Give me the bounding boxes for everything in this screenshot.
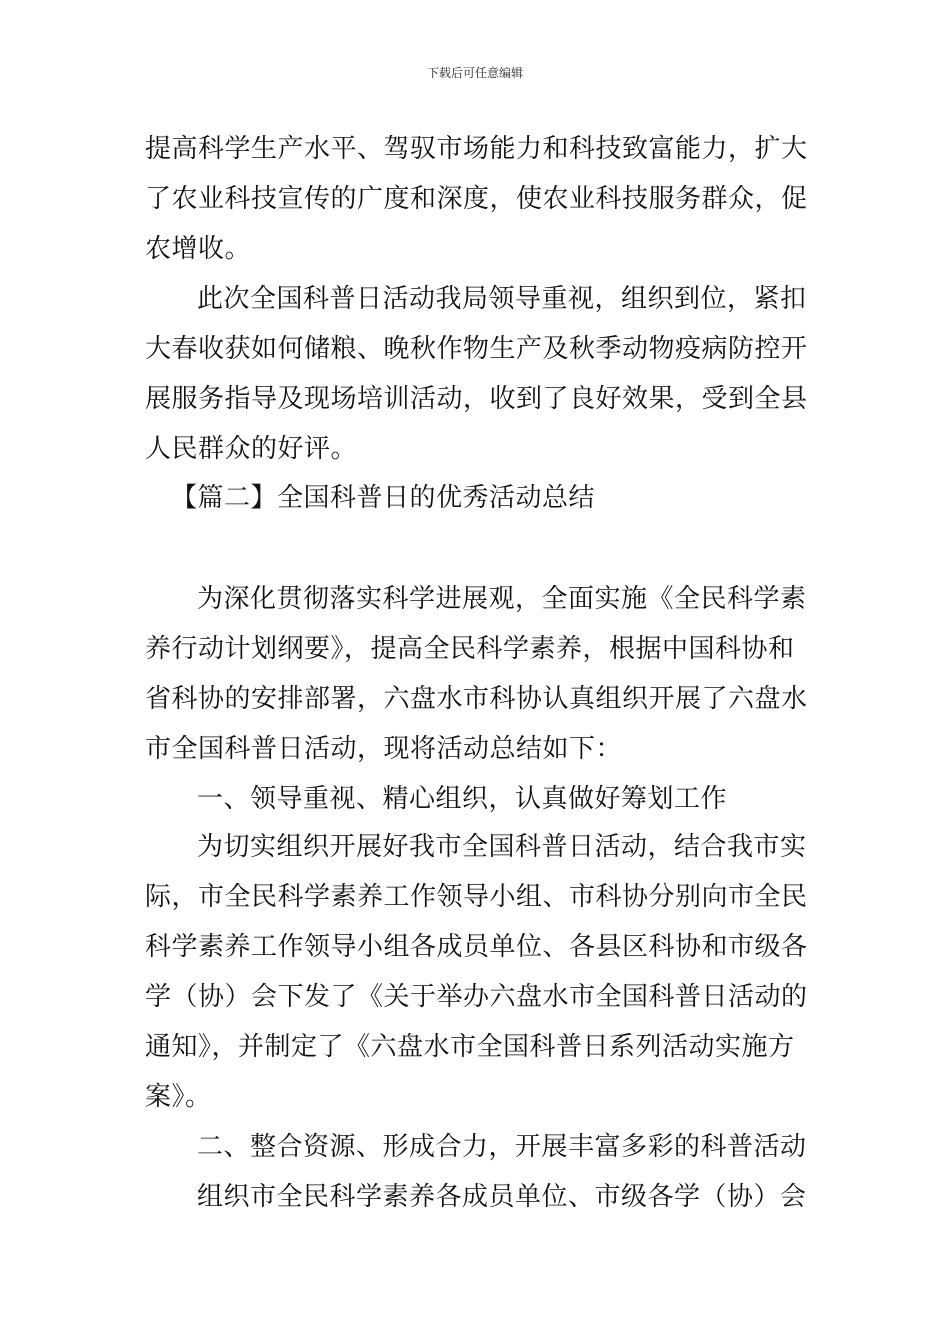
paragraph-line: 市全国科普日活动，现将活动总结如下： bbox=[145, 734, 623, 764]
subheading-line: 一、领导重视、精心组织，认真做好筹划工作 bbox=[197, 784, 728, 814]
paragraph-line: 为切实组织开展好我市全国科普日活动，结合我市实 bbox=[197, 832, 807, 862]
paragraph-line: 大春收获如何储粮、晚秋作物生产及秋季动物疫病防控开 bbox=[145, 334, 808, 364]
paragraph-line: 科学素养工作领导小组各成员单位、各县区科协和市级各 bbox=[145, 932, 808, 962]
paragraph-line: 通知》，并制定了《六盘水市全国科普日系列活动实施方 bbox=[145, 1032, 795, 1062]
section-heading: 【篇二】全国科普日的优秀活动总结 bbox=[171, 483, 596, 513]
paragraph-line: 展服务指导及现场培训活动，收到了良好效果，受到全县 bbox=[145, 384, 808, 414]
page-header: 下载后可任意编辑 bbox=[426, 66, 523, 80]
paragraph-line: 人民群众的好评。 bbox=[145, 434, 358, 464]
paragraph-line: 为深化贯彻落实科学进展观，全面实施《全民科学素 bbox=[197, 584, 807, 614]
paragraph-line: 农增收。 bbox=[145, 234, 252, 264]
paragraph-line: 案》。 bbox=[145, 1082, 212, 1112]
subheading-line: 二、整合资源、形成合力，开展丰富多彩的科普活动 bbox=[197, 1132, 807, 1162]
paragraph-line: 养行动计划纲要》，提高全民科学素养，根据中国科协和 bbox=[145, 634, 795, 664]
paragraph-line: 提高科学生产水平、驾驭市场能力和科技致富能力，扩大 bbox=[145, 134, 808, 164]
paragraph-line: 了农业科技宣传的广度和深度，使农业科技服务群众，促 bbox=[145, 184, 808, 214]
paragraph-line: 学（协）会下发了《关于举办六盘水市全国科普日活动的 bbox=[145, 982, 808, 1012]
paragraph-line: 省科协的安排部署，六盘水市科协认真组织开展了六盘水 bbox=[145, 684, 808, 714]
paragraph-line: 组织市全民科学素养各成员单位、市级各学（协）会 bbox=[197, 1182, 807, 1212]
paragraph-line: 此次全国科普日活动我局领导重视，组织到位，紧扣 bbox=[197, 284, 807, 314]
paragraph-line: 际，市全民科学素养工作领导小组、市科协分别向市全民 bbox=[145, 882, 808, 912]
